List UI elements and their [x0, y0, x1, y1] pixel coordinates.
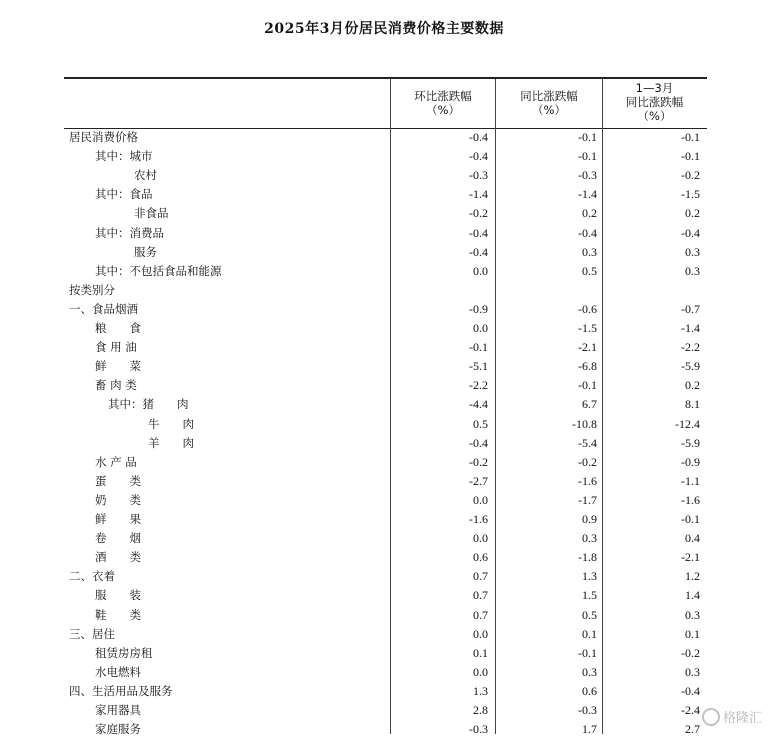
row-value-yoy: 0.3: [582, 244, 597, 259]
row-value-yoy: -6.8: [578, 359, 597, 374]
table-row: [64, 376, 707, 395]
row-value-mom: -0.3: [469, 168, 488, 183]
table-row: [64, 204, 707, 223]
row-value-ytd: -0.7: [681, 301, 700, 316]
table-row: [64, 548, 707, 567]
row-value-yoy: -0.4: [578, 225, 597, 240]
row-label: 卷 烟: [95, 531, 141, 546]
row-value-mom: -0.3: [469, 722, 488, 737]
row-value-yoy: -2.1: [578, 340, 597, 355]
row-value-ytd: -1.6: [681, 492, 700, 507]
row-value-ytd: -1.1: [681, 473, 700, 488]
row-label: 三、居住: [69, 626, 115, 641]
row-label: 食 用 油: [95, 340, 137, 355]
row-value-yoy: -0.3: [578, 168, 597, 183]
row-value-yoy: 0.9: [582, 512, 597, 526]
row-label: 鲜 菜: [95, 359, 141, 374]
row-value-ytd: -0.1: [681, 130, 700, 144]
row-label: 水电燃料: [95, 664, 141, 679]
row-label: 鲜 果: [95, 512, 141, 526]
row-label: 非食品: [134, 206, 169, 221]
row-label: 粮 食: [95, 321, 141, 335]
row-value-mom: -0.4: [469, 244, 488, 259]
header-ytd-line3: （%）: [637, 109, 672, 123]
row-label: 二、衣着: [69, 569, 115, 584]
row-value-yoy: 6.7: [582, 397, 597, 412]
row-value-yoy: -1.5: [578, 321, 597, 335]
row-value-mom: -5.1: [469, 359, 488, 374]
row-label: 家庭服务: [95, 722, 141, 737]
row-value-mom: 0.0: [473, 626, 488, 641]
row-value-mom: 0.0: [473, 664, 488, 679]
row-value-ytd: 1.2: [685, 569, 700, 584]
row-value-yoy: -1.7: [578, 492, 597, 507]
row-value-yoy: 0.3: [582, 531, 597, 546]
row-value-ytd: -1.4: [681, 321, 700, 335]
table-row: [64, 663, 707, 682]
row-value-ytd: -0.4: [681, 225, 700, 240]
row-value-ytd: -5.9: [681, 435, 700, 450]
row-value-ytd: 8.1: [685, 397, 700, 412]
header-ytd: [602, 81, 707, 123]
row-value-yoy: 0.5: [582, 607, 597, 622]
watermark-text: 格隆汇: [722, 711, 762, 726]
table-row: [64, 701, 707, 720]
row-value-ytd: 0.3: [685, 263, 700, 278]
row-value-mom: -0.4: [469, 149, 488, 164]
row-label: 农村: [134, 168, 157, 183]
row-value-yoy: -0.6: [578, 301, 597, 316]
table-row: [64, 262, 707, 281]
row-value-ytd: 0.4: [685, 531, 700, 546]
row-value-yoy: 0.6: [582, 683, 597, 698]
row-value-ytd: -2.4: [681, 703, 700, 717]
table-row: [64, 357, 707, 376]
table-row: [64, 166, 707, 185]
row-value-ytd: -2.1: [681, 550, 700, 565]
row-value-mom: 0.0: [473, 492, 488, 507]
row-value-mom: -0.2: [469, 454, 488, 469]
table-row: [64, 472, 707, 491]
row-value-ytd: 0.3: [685, 244, 700, 259]
row-value-mom: -0.2: [469, 206, 488, 221]
row-value-mom: -1.6: [469, 512, 488, 526]
table-row: [64, 529, 707, 548]
row-value-yoy: -0.1: [578, 149, 597, 164]
row-value-mom: 0.0: [473, 531, 488, 546]
row-value-mom: 0.5: [473, 416, 488, 431]
header-yoy-line2: （%）: [532, 103, 566, 117]
row-value-ytd: -1.5: [681, 187, 700, 202]
row-value-mom: -2.7: [469, 473, 488, 488]
watermark-logo-icon: [702, 708, 720, 726]
table-row: [64, 510, 707, 529]
row-value-mom: -0.9: [469, 301, 488, 316]
row-value-ytd: -5.9: [681, 359, 700, 374]
row-value-yoy: -0.1: [578, 378, 597, 393]
table-row: [64, 586, 707, 605]
row-value-mom: 0.7: [473, 607, 488, 622]
table-row: [64, 720, 707, 739]
table-row: [64, 395, 707, 414]
row-value-mom: -0.4: [469, 225, 488, 240]
row-value-yoy: -10.8: [572, 416, 597, 431]
row-value-yoy: -0.2: [578, 454, 597, 469]
row-value-yoy: -0.1: [578, 130, 597, 144]
row-value-mom: 0.7: [473, 588, 488, 603]
row-label: 牛 肉: [148, 416, 194, 431]
row-label: 羊 肉: [148, 435, 194, 450]
table-row: [64, 625, 707, 644]
header-yoy-line1: 同比涨跌幅: [520, 89, 578, 103]
row-value-yoy: -1.6: [578, 473, 597, 488]
row-value-ytd: -12.4: [675, 416, 700, 431]
row-value-yoy: -0.1: [578, 645, 597, 660]
page-title: 2025年3月份居民消费价格主要数据: [264, 21, 504, 37]
row-label: 一、食品烟酒: [69, 301, 138, 316]
row-value-mom: -0.4: [469, 435, 488, 450]
header-mom-line1: 环比涨跌幅: [414, 89, 472, 103]
row-label: 居民消费价格: [69, 130, 138, 144]
table-row: [64, 147, 707, 166]
table-row: [64, 128, 707, 147]
row-value-mom: 0.6: [473, 550, 488, 565]
row-label: 其中：食品: [95, 187, 153, 202]
row-value-ytd: -0.2: [681, 645, 700, 660]
table-row: [64, 319, 707, 338]
table-row: [64, 606, 707, 625]
table-row: [64, 682, 707, 701]
row-label: 服 装: [95, 588, 141, 603]
row-label: 其中：消费品: [95, 225, 164, 240]
row-label: 酒 类: [95, 550, 141, 565]
row-value-mom: 0.0: [473, 321, 488, 335]
row-label: 四、生活用品及服务: [69, 683, 173, 698]
table-row: [64, 567, 707, 586]
row-value-yoy: 0.3: [582, 664, 597, 679]
row-value-yoy: 1.3: [582, 569, 597, 584]
row-value-ytd: 0.1: [685, 626, 700, 641]
row-label: 水 产 品: [95, 454, 137, 469]
row-value-ytd: -0.9: [681, 454, 700, 469]
row-value-ytd: 2.7: [685, 722, 700, 737]
row-value-mom: 0.1: [473, 645, 488, 660]
row-value-ytd: 0.3: [685, 664, 700, 679]
row-label: 租赁房房租: [95, 645, 153, 660]
table-row: [64, 644, 707, 663]
row-value-ytd: 0.2: [685, 206, 700, 221]
row-value-yoy: 1.7: [582, 722, 597, 737]
row-value-ytd: 1.4: [685, 588, 700, 603]
row-value-yoy: 0.1: [582, 626, 597, 641]
row-value-mom: 2.8: [473, 703, 488, 717]
table-row: [64, 415, 707, 434]
table-row: [64, 434, 707, 453]
row-value-ytd: -0.2: [681, 168, 700, 183]
row-value-yoy: -0.3: [578, 703, 597, 717]
header-mom: [390, 89, 496, 117]
row-value-yoy: 0.5: [582, 263, 597, 278]
row-value-yoy: -5.4: [578, 435, 597, 450]
table-row: [64, 491, 707, 510]
row-value-mom: -0.1: [469, 340, 488, 355]
row-value-mom: 0.7: [473, 569, 488, 584]
watermark: [702, 707, 762, 726]
row-value-mom: 0.0: [473, 263, 488, 278]
row-label: 畜 肉 类: [95, 378, 137, 393]
table-row: [64, 185, 707, 204]
row-label: 其中：猪 肉: [108, 397, 189, 412]
row-value-ytd: -0.1: [681, 512, 700, 526]
row-label: 奶 类: [95, 492, 141, 507]
table-row: [64, 281, 707, 300]
table-row: [64, 338, 707, 357]
row-label: 鞋 类: [95, 607, 141, 622]
row-value-ytd: 0.2: [685, 378, 700, 393]
row-label: 蛋 类: [95, 473, 141, 488]
table-row: [64, 300, 707, 319]
row-value-ytd: -0.1: [681, 149, 700, 164]
row-value-ytd: -2.2: [681, 340, 700, 355]
header-yoy: [496, 89, 602, 117]
row-label: 其中：城市: [95, 149, 153, 164]
row-value-yoy: 0.2: [582, 206, 597, 221]
header-ytd-line2: 同比涨跌幅: [625, 95, 684, 109]
row-label: 其中：不包括食品和能源: [95, 263, 222, 278]
row-value-yoy: -1.4: [578, 187, 597, 202]
row-value-ytd: 0.3: [685, 607, 700, 622]
row-label: 家用器具: [95, 703, 141, 717]
row-value-ytd: -0.4: [681, 683, 700, 698]
row-label: 按类别分: [69, 282, 115, 297]
row-value-mom: -4.4: [469, 397, 488, 412]
row-value-yoy: -1.8: [578, 550, 597, 565]
row-value-mom: -0.4: [469, 130, 488, 144]
row-value-mom: 1.3: [473, 683, 488, 698]
table-row: [64, 243, 707, 262]
row-value-mom: -2.2: [469, 378, 488, 393]
table-row: [64, 453, 707, 472]
row-value-mom: -1.4: [469, 187, 488, 202]
row-value-yoy: 1.5: [582, 588, 597, 603]
row-label: 服务: [134, 244, 157, 259]
table-header: [64, 79, 707, 129]
header-mom-line2: （%）: [426, 103, 460, 117]
header-ytd-line1: 1—3月: [635, 81, 674, 95]
table-row: [64, 224, 707, 243]
